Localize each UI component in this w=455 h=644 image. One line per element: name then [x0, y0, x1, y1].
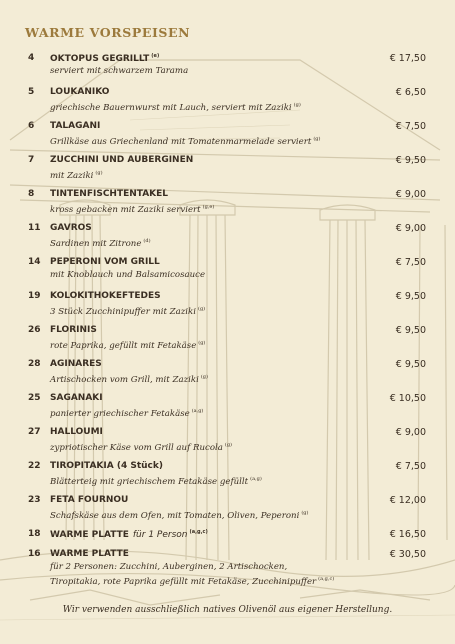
item-name-text: SAGANAKI [50, 393, 103, 403]
allergen-note: (e) [151, 53, 160, 59]
item-description-text: Schafskäse aus dem Ofen, mit Tomaten, Oliven, Peperoni [50, 510, 300, 521]
allergen-note: (g) [198, 306, 206, 312]
item-price: € 16,50 [389, 529, 426, 540]
item-description-text: Blätterteig mit griechischem Fetakäse gefüllt [50, 476, 249, 487]
item-price: € 10,50 [389, 393, 426, 404]
item-name [50, 53, 159, 64]
item-description [50, 405, 203, 420]
item-name [50, 529, 208, 540]
item-price: € 7,50 [395, 257, 426, 268]
item-name [50, 121, 100, 131]
item-description-text: für 2 Personen: Zucchini, Auberginen, 2 Artischocken, [50, 562, 288, 572]
item-description [50, 65, 188, 77]
item-description-line2: Tiropitakia, rote Paprika gefüllt mit Fetakäse, Zucchinipuffer [50, 576, 317, 587]
allergen-note: (g,e) [202, 204, 215, 210]
item-description [50, 133, 320, 148]
item-description [50, 337, 205, 352]
item-number: 8 [28, 189, 35, 199]
allergen-note: (a,g,c) [189, 529, 208, 535]
item-description-text: rote Paprika, gefüllt mit Fetakäse [50, 340, 197, 351]
item-number: 19 [28, 291, 41, 301]
allergen-note: (a,g) [250, 476, 262, 482]
item-name [50, 291, 161, 301]
item-description-text: Grillkäse aus Griechenland mit Tomatenmarmelade serviert [50, 136, 312, 147]
item-description-text: mit Zaziki [50, 170, 94, 181]
item-description [50, 235, 151, 250]
item-price: € 9,00 [395, 223, 426, 234]
item-name [50, 427, 103, 437]
item-description [50, 99, 301, 114]
item-description-text: serviert mit schwarzem Tarama [50, 66, 189, 76]
item-name-text: TALAGANI [50, 121, 101, 131]
item-name-text: PEPERONI VOM GRILL [50, 257, 160, 267]
item-number: 7 [28, 155, 35, 165]
item-number: 11 [28, 223, 41, 233]
item-price: € 7,50 [395, 121, 426, 132]
item-name-text: AGINARES [50, 359, 102, 369]
item-name-text: TIROPITAKIA (4 Stück) [50, 461, 163, 471]
item-name-text: LOUKANIKO [50, 87, 110, 97]
item-description-text: Artischocken vom Grill, mit Zaziki [50, 374, 199, 385]
item-name-text: FETA FOURNOU [50, 495, 129, 505]
allergen-note: (g) [95, 170, 103, 176]
allergen-note: (g) [198, 340, 206, 346]
allergen-note: (g) [293, 102, 301, 108]
item-price: € 9,00 [395, 189, 426, 200]
item-number: 6 [28, 121, 35, 131]
item-price: € 7,50 [395, 461, 426, 472]
item-price: € 9,50 [395, 359, 426, 370]
item-price: € 9,50 [395, 291, 426, 302]
item-price: € 9,50 [395, 325, 426, 336]
item-name [50, 155, 193, 165]
item-name-text: WARME PLATTE [50, 549, 129, 559]
item-description-text: zypriotischer Käse vom Grill auf Rucola [50, 442, 223, 453]
item-description [50, 269, 205, 281]
item-description [50, 201, 214, 216]
item-price: € 12,00 [389, 495, 426, 506]
item-description-text: griechische Bauernwurst mit Lauch, serviert mit Zaziki [50, 102, 292, 113]
item-number: 14 [28, 257, 41, 267]
item-name [50, 393, 103, 403]
item-name [50, 257, 160, 267]
item-description-text: mit Knoblauch und Balsamicosauce [50, 270, 206, 280]
item-description [50, 561, 334, 588]
allergen-note: (a,g,c) [318, 576, 335, 582]
item-price: € 9,00 [395, 427, 426, 438]
item-number: 18 [28, 529, 41, 539]
item-name [50, 189, 168, 199]
item-number: 25 [28, 393, 41, 403]
item-name-text: FLORINIS [50, 325, 97, 335]
item-description-text: kross gebacken mit Zaziki serviert [50, 204, 201, 215]
item-description [50, 303, 205, 318]
item-name [50, 359, 102, 369]
allergen-note: (a,g) [191, 408, 204, 414]
item-description [50, 167, 103, 182]
item-number: 26 [28, 325, 41, 335]
item-description [50, 507, 308, 522]
item-price: € 6,50 [395, 87, 426, 98]
footer-note: Wir verwenden ausschließlich natives Olivenöl aus eigener Herstellung. [62, 605, 393, 615]
allergen-note: (g) [200, 374, 208, 380]
item-number: 28 [28, 359, 41, 369]
item-price: € 9,50 [395, 155, 426, 166]
item-number: 22 [28, 461, 41, 471]
item-name [50, 87, 109, 97]
allergen-note: (d) [143, 238, 151, 244]
section-title: WARME VORSPEISEN [25, 25, 191, 40]
item-name-text: OKTOPUS GEGRILLT [50, 54, 150, 64]
item-name-text: ZUCCHINI UND AUBERGINEN [50, 155, 194, 165]
item-description-text: 3 Stück Zucchinipuffer mit Zaziki [50, 306, 196, 317]
item-number: 23 [28, 495, 41, 505]
item-number: 5 [28, 87, 35, 97]
item-name [50, 223, 92, 233]
item-name-text: GAVROS [50, 223, 92, 233]
item-description [50, 371, 208, 386]
item-name [50, 461, 163, 471]
item-description-text: Sardinen mit Zitrone [50, 238, 142, 249]
item-number: 27 [28, 427, 41, 437]
item-name [50, 549, 129, 559]
allergen-note: (g) [301, 510, 309, 516]
allergen-note: (g) [224, 442, 232, 448]
item-name-suffix: für 1 Person [132, 530, 188, 540]
item-name-text: HALLOUMI [50, 427, 103, 437]
item-number: 16 [28, 549, 41, 559]
allergen-note: (g) [313, 136, 321, 142]
item-price: € 30,50 [389, 549, 426, 560]
item-description-text: panierter griechischer Fetakäse [50, 408, 190, 419]
item-name-text: KOLOKITHOKEFTEDES [50, 291, 161, 301]
item-name [50, 325, 97, 335]
item-number: 4 [28, 53, 35, 63]
item-name-text: TINTENFISCHTENTAKEL [50, 189, 169, 199]
item-name [50, 495, 128, 505]
item-description [50, 439, 232, 454]
item-name-text: WARME PLATTE [50, 530, 129, 540]
item-description [50, 473, 262, 488]
item-price: € 17,50 [389, 53, 426, 64]
